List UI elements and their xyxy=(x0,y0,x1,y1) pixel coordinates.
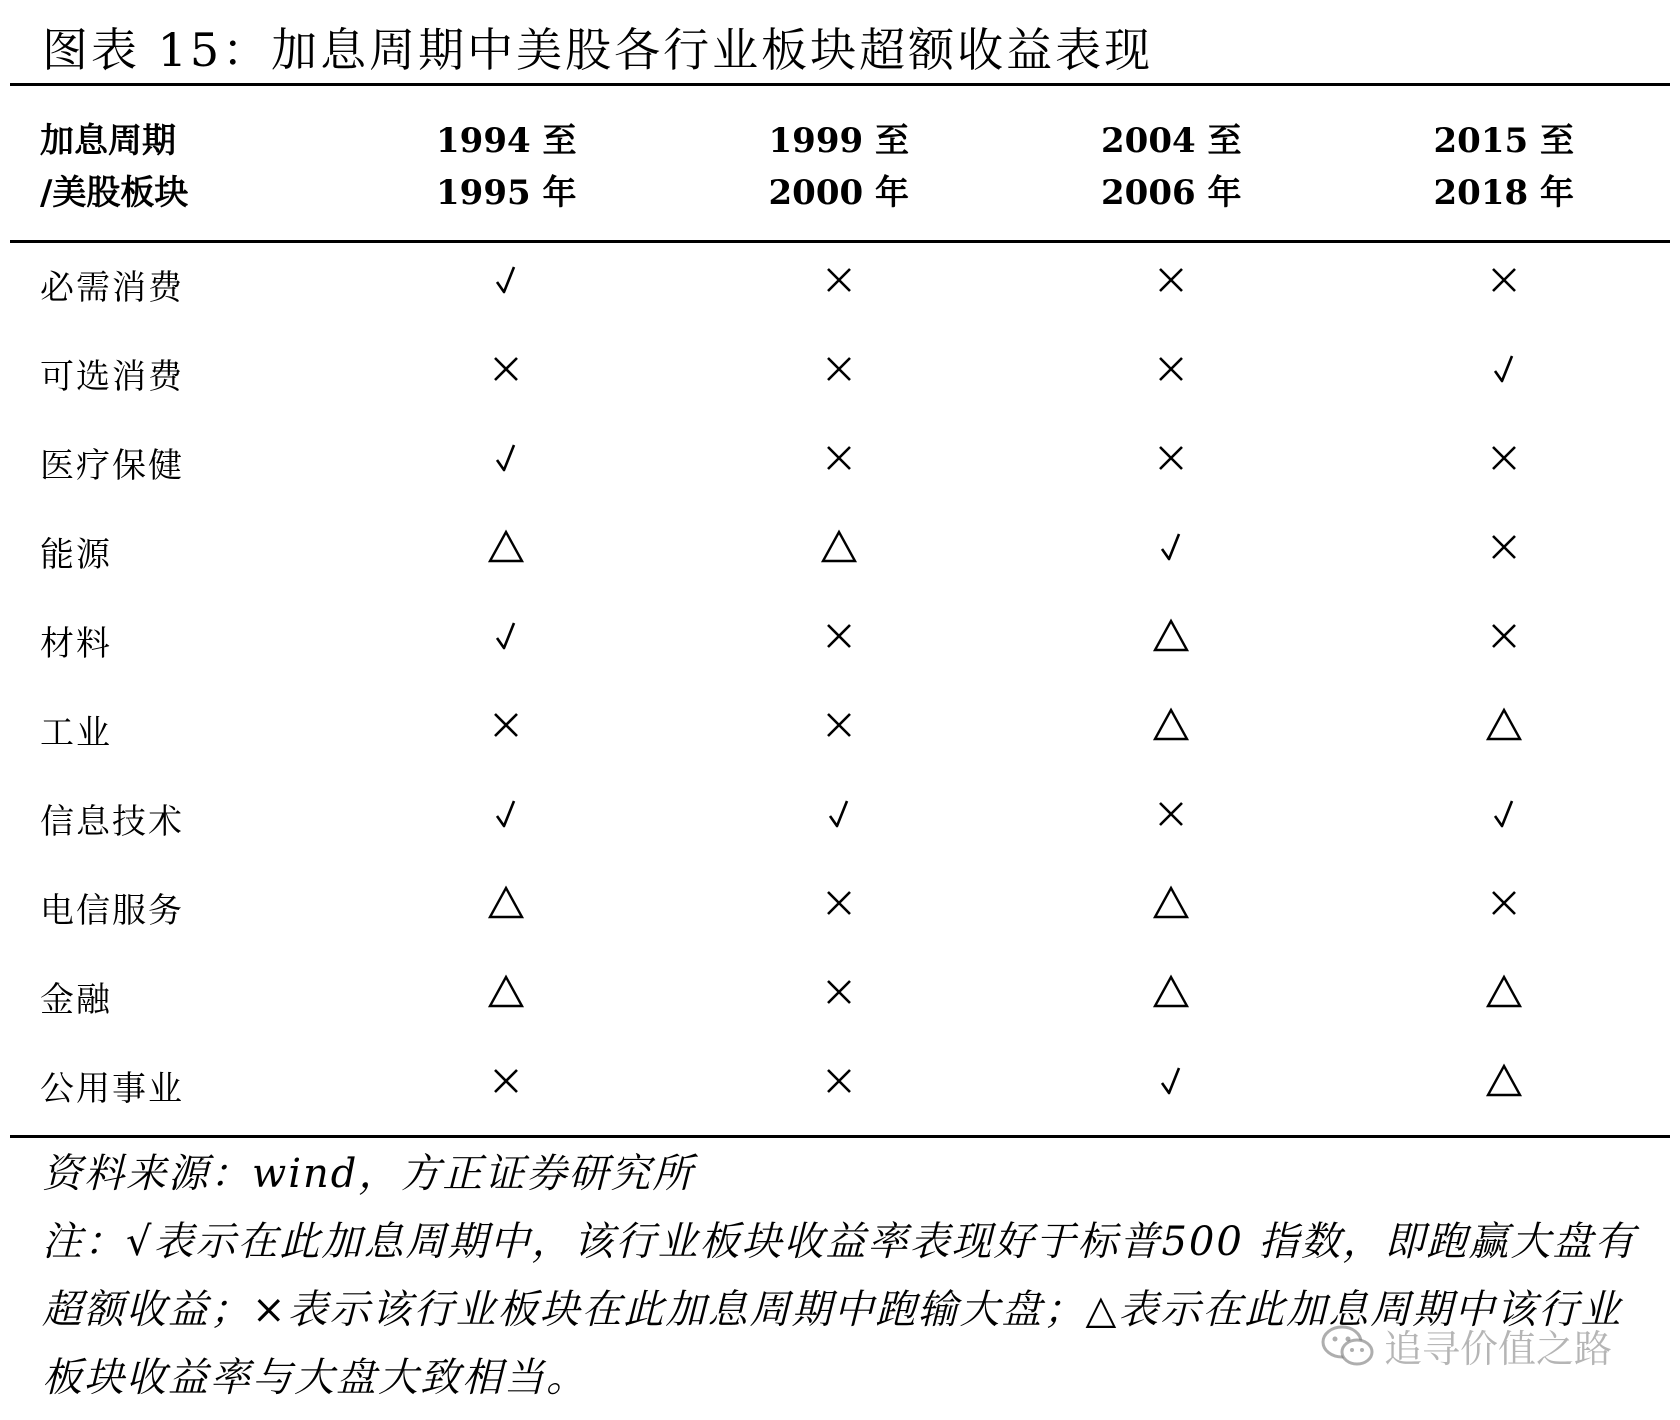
triangle-icon xyxy=(1149,703,1193,747)
mark-cell xyxy=(1005,1041,1338,1130)
period-header xyxy=(1005,93,1338,240)
mark-cell xyxy=(1338,329,1671,418)
source-note: 资料来源：wind，方正证券研究所 xyxy=(42,1151,695,1197)
mark-cell xyxy=(673,418,1006,507)
cross-icon xyxy=(1482,258,1526,302)
mark-cell xyxy=(340,329,673,418)
header-row xyxy=(10,93,1670,240)
table-row xyxy=(10,1041,1670,1130)
cross-icon xyxy=(1149,436,1193,480)
mark-cell xyxy=(1338,596,1671,685)
cross-icon xyxy=(1149,258,1193,302)
cross-icon xyxy=(1482,436,1526,480)
period-header xyxy=(673,93,1006,240)
top-rule xyxy=(10,83,1670,86)
table-row xyxy=(10,952,1670,1041)
figure-title: 图表 15：加息周期中美股各行业板块超额收益表现 xyxy=(42,23,1154,77)
mark-cell xyxy=(1005,329,1338,418)
sector-label: 工业 xyxy=(40,713,112,753)
table-row xyxy=(10,774,1670,863)
mark-cell xyxy=(1005,596,1338,685)
triangle-icon xyxy=(1482,970,1526,1014)
sector-label: 金融 xyxy=(40,980,112,1020)
cross-icon xyxy=(484,347,528,391)
check-icon xyxy=(1482,347,1526,391)
mark-cell xyxy=(340,863,673,952)
cross-icon xyxy=(1482,614,1526,658)
mark-cell xyxy=(673,952,1006,1041)
corner-header xyxy=(10,93,340,240)
mark-cell xyxy=(673,863,1006,952)
period-line2: 2018 年 xyxy=(1433,172,1574,213)
sector-label: 公用事业 xyxy=(40,1069,184,1109)
table-body xyxy=(10,240,1670,1130)
mark-cell xyxy=(340,1041,673,1130)
mark-cell xyxy=(1338,774,1671,863)
sector-label: 信息技术 xyxy=(40,802,184,842)
cross-icon xyxy=(1482,881,1526,925)
cross-icon xyxy=(817,347,861,391)
mark-cell xyxy=(1338,952,1671,1041)
cross-icon xyxy=(1149,347,1193,391)
table-row xyxy=(10,240,1670,329)
period-line1: 1994 至 xyxy=(436,120,577,161)
triangle-icon xyxy=(817,525,861,569)
check-icon xyxy=(1482,792,1526,836)
triangle-icon xyxy=(484,881,528,925)
watermark-text: 追寻价值之路 xyxy=(1384,1327,1613,1371)
cross-icon xyxy=(484,703,528,747)
cross-icon xyxy=(1482,525,1526,569)
mark-cell xyxy=(1005,952,1338,1041)
mark-cell xyxy=(340,774,673,863)
check-icon xyxy=(484,436,528,480)
legend-note: 注：√表示在此加息周期中，该行业板块收益率表现好于标普500 指数，即跑赢大盘有超额收益；×表示该行业板块在此加息周期中跑输大盘；△表示在此加息周期中该行业板块收益率与大盘大致相当。 xyxy=(42,1219,1637,1401)
sector-label: 电信服务 xyxy=(40,891,184,931)
period-line1: 1999 至 xyxy=(768,120,909,161)
mark-cell xyxy=(340,596,673,685)
table-row xyxy=(10,685,1670,774)
mark-cell xyxy=(673,774,1006,863)
mark-cell xyxy=(1338,863,1671,952)
check-icon xyxy=(1149,525,1193,569)
triangle-icon xyxy=(484,525,528,569)
wechat-icon xyxy=(1320,1323,1376,1369)
mark-cell xyxy=(340,952,673,1041)
mark-cell xyxy=(340,507,673,596)
corner-line1: 加息周期 xyxy=(40,120,176,161)
cross-icon xyxy=(1149,792,1193,836)
mark-cell xyxy=(673,329,1006,418)
check-icon xyxy=(817,792,861,836)
mark-cell xyxy=(1005,240,1338,329)
mark-cell xyxy=(673,507,1006,596)
sector-table xyxy=(10,93,1670,1130)
triangle-icon xyxy=(1482,703,1526,747)
table-row xyxy=(10,329,1670,418)
mark-cell xyxy=(1338,685,1671,774)
corner-line2: /美股板块 xyxy=(40,172,189,213)
sector-label: 必需消费 xyxy=(40,268,184,308)
triangle-icon xyxy=(1149,970,1193,1014)
period-line2: 1995 年 xyxy=(436,172,577,213)
period-line2: 2000 年 xyxy=(768,172,909,213)
mark-cell xyxy=(1005,685,1338,774)
table-row xyxy=(10,418,1670,507)
cross-icon xyxy=(817,436,861,480)
triangle-icon xyxy=(1482,1059,1526,1103)
mark-cell xyxy=(340,418,673,507)
mark-cell xyxy=(1005,507,1338,596)
cross-icon xyxy=(484,1059,528,1103)
check-icon xyxy=(1149,1059,1193,1103)
mark-cell xyxy=(1338,418,1671,507)
check-icon xyxy=(484,614,528,658)
triangle-icon xyxy=(484,970,528,1014)
mark-cell xyxy=(1338,507,1671,596)
watermark xyxy=(1320,1318,1612,1373)
mark-cell xyxy=(1338,240,1671,329)
mark-cell xyxy=(340,240,673,329)
table-row xyxy=(10,596,1670,685)
sector-label: 可选消费 xyxy=(40,357,184,397)
mark-cell xyxy=(673,685,1006,774)
mark-cell xyxy=(1005,418,1338,507)
period-header xyxy=(340,93,673,240)
mark-cell xyxy=(673,596,1006,685)
triangle-icon xyxy=(1149,614,1193,658)
mark-cell xyxy=(1005,863,1338,952)
sector-label: 材料 xyxy=(40,624,112,664)
check-icon xyxy=(484,792,528,836)
cross-icon xyxy=(817,1059,861,1103)
period-header xyxy=(1338,93,1671,240)
cross-icon xyxy=(817,614,861,658)
mark-cell xyxy=(1005,774,1338,863)
period-line2: 2006 年 xyxy=(1101,172,1242,213)
triangle-icon xyxy=(1149,881,1193,925)
cross-icon xyxy=(817,258,861,302)
cross-icon xyxy=(817,970,861,1014)
bottom-rule xyxy=(10,1135,1670,1138)
mark-cell xyxy=(673,1041,1006,1130)
cross-icon xyxy=(817,703,861,747)
check-icon xyxy=(484,258,528,302)
table-row xyxy=(10,863,1670,952)
sector-label: 医疗保健 xyxy=(40,446,184,486)
sector-label: 能源 xyxy=(40,535,112,575)
mark-cell xyxy=(340,685,673,774)
mark-cell xyxy=(1338,1041,1671,1130)
table-row xyxy=(10,507,1670,596)
period-line1: 2015 至 xyxy=(1433,120,1574,161)
mark-cell xyxy=(673,240,1006,329)
cross-icon xyxy=(817,881,861,925)
period-line1: 2004 至 xyxy=(1101,120,1242,161)
